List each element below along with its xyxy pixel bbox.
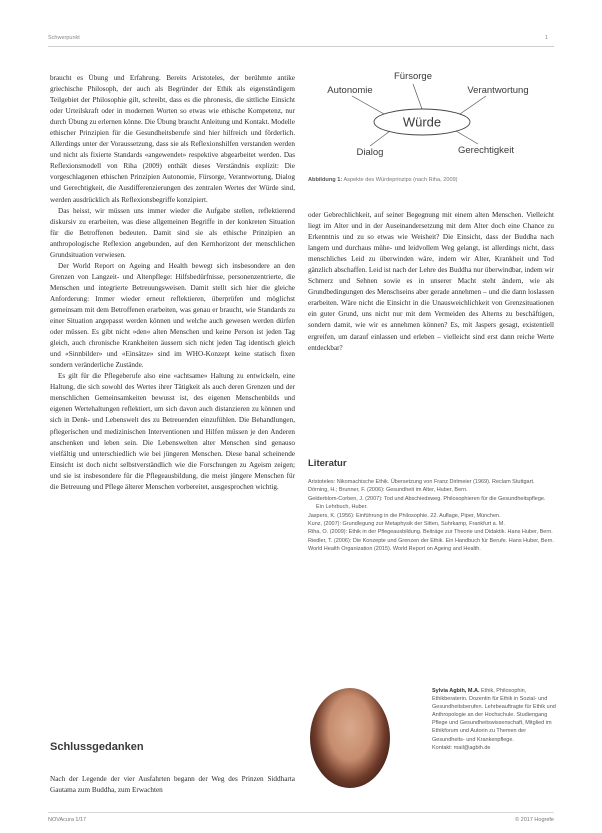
reference-item: Riedler, T. (2006): Die Konzepte und Grenzen der Ethik. Ein Handbuch für Berufe. Hans Huber, Bern. [308, 537, 555, 544]
footer-copyright: © 2017 Hogrefe [515, 817, 554, 823]
author-photo [310, 688, 390, 788]
figure-caption-label: Abbildung 1: [308, 177, 343, 183]
diagram-node: Autonomie [327, 85, 373, 96]
footer-journal: NOVAcura 1/17 [48, 817, 87, 823]
author-name: Sylvia Agbih, M.A. [432, 688, 480, 694]
figure-caption-text: Aspekte des Würdeprinzips (nach Riha, 2009) [343, 177, 458, 183]
reference-list [308, 478, 554, 554]
diagram-node: Fürsorge [393, 71, 433, 82]
article-right-column [308, 210, 554, 354]
diagram-center-label: Würde [402, 114, 442, 130]
reference-item: Riha, O. (2009): Ethik in der Pflegeausbildung. Beiträge zur Theorie und Didaktik. Hans Huber, Bern. [308, 529, 553, 536]
diagram-connector [460, 96, 486, 114]
dignity-diagram [310, 60, 554, 170]
footer-rule [48, 812, 554, 813]
diagram-node: Dialog [356, 147, 384, 158]
paragraph: Es gilt für die Pflegeberufe also eine «achtsame» Haltung zu entwickeln, eine Haltung, die sich sowohl des Wertes ihrer Tätigkeit als auch deren Grenzen und der menschlichen Gemeinsamkeiten bewusst ist, des eigenen Menschenbilds und eigenen Wertehaltungen reflektiert, um sich davon auch distanzieren zu können und sich in Denk- und Lebenswelt des zu Betreuenden einzufühlen. Die Behandlungen, pflegerischen und medizinischen Interventionen und Hilfen müssen je den Anderen anschenken und leben sein. Die Lebenswelten alter Menschen sind genauso vielfältig und unterschiedlich wie bei jüngeren Menschen. Diese banal scheinende Einsicht ist doch nicht selbstverständlich wie die Forschungen zu Ageism zeigen; und sie ist insbesondere für die Pflegeausbildung, die meist jüngere Menschen für die Betreuung und Pflege älterer Menschen vorbereitet, ausgesprochen wichtig. [50, 372, 295, 491]
page-number: 1 [544, 35, 548, 41]
author-bio [432, 687, 556, 752]
running-header [48, 35, 548, 41]
diagram-connector [456, 131, 478, 144]
paragraph: Der World Report on Ageing and Health bewegt sich insbesondere an den Grenzen von Langzeit- und Altenpflege: Hilfsbedürfnisse, personenzentrierte, die Menschen und integrierte Betreuungsweisen. Damit stellt sich hier die gleiche Anforderung: Immer wieder erneut reflektieren, überprüfen und möglichst gemeinsam mit dem Betroffenen erarbeiten, was genau er braucht, wie Standards zu einer Situation angepasst werden können und welche auch gewesen werden dürfen oder müssen. Es gibt nicht »den« alten Menschen und keine Person ist jeden Tag gleich, auch chronische Krankheiten äussern sich nicht jeden Tag identisch gleich und «Sinnbilder» und «Einsätze» sind im WHO-Konzept keine statisch fixen sondern veränderliche Zustände. [50, 261, 295, 370]
reference-item: Dörning, H.; Brunner, F. (2006): Gesundheit im Alter, Huber, Bern. [308, 487, 468, 494]
author-contact: Kontakt: mail@agbih.de [432, 744, 491, 751]
closing-paragraph: Nach der Legende der vier Ausfahrten begann der Weg des Prinzen Siddharta Gautama zum Buddha, zum Erwachten [50, 775, 295, 794]
figure-caption [308, 177, 558, 183]
reference-item: Aristoteles: Nikomachische Ethik. Übersetzung von Franz Dirlmeier (1969). Reclam Stuttgart. [308, 479, 535, 485]
literature-heading: Literatur [308, 458, 347, 469]
header-rule [48, 46, 554, 47]
article-left-column [50, 73, 295, 493]
reference-item: Jaspers, K. (1956): Einführung in die Philosophie. 22. Auflage, Piper, München. [308, 512, 501, 519]
author-bio-text: Ethik, Philosophin, Ethikberaterin. Dozentin für Ethik in Sozial- und Gesundheitsberufen. Lehrbeauftragte für Ethik und Anthropologie an der Hochschule. Studiengang Pflege und Gesundheitswissenschaft, Mitglied im Ethikforum und Autorin zu Themen der Gesundheits- und Krankenpflege. [432, 688, 556, 743]
diagram-connector [413, 84, 422, 109]
diagram-connector [370, 131, 390, 146]
reference-item: Kunz, (2007): Grundlegung zur Metaphysik der Sitten, Suhrkamp, Frankfurt a. M. [308, 521, 505, 528]
running-title: Schwerpunkt [48, 35, 80, 41]
diagram-node: Verantwortung [467, 85, 529, 96]
paragraph: oder Gebrechlichkeit, auf seiner Begegnung mit einem alten Menschen. Vielleicht liegt im Alter und in der Auseinandersetzung mit dem Alter doch eine Chance zu Erkenntnis und zu so etwas wie Weisheit? Die Einsicht, dass der Buddha nach langem und durchaus mühe- und leidvollem Weg gelangt, ist allerdings nicht, dass menschliches Leid zu überwinden wäre, indem wir Alter, Krankheit und Tod gänzlich abschaffen. Leid ist nach der Lehre des Buddha nur überwindbar, indem wir Schmerz und Sehnen sowie es in unserer Macht steht ändern, wie als Grundbedingungen des Menschseins aber gerade annehmen – und die dann loslassen erarbeiten. Wäre nicht die Einsicht in die Unausweichlichkeit von Grenzsituationen ein guter Grund, uns nicht nur mit dem Vermeiden des Alterns zu beschäftigen, sondern damit, wie wir es annehmen können? Es, mit Jaspers gesagt, existentiell ergreifen, um darauf einlassen und erleben – vielleicht sind erst dann reiche Werte entdeckbar? [308, 211, 554, 352]
diagram-connector [352, 96, 384, 114]
reference-item: Gelderblom-Corben, J. (2007): Tod und Abschiedsweg. Philosophieren für die Gesundheitspflege. Ein Lehrbuch, Huber. [308, 495, 546, 511]
paragraph: Das heisst, wir müssen uns immer wieder die Aufgabe stellen, reflektierend diskursiv zu erarbeiten, was diese allgemeinen Begriffe in der konkreten Situation für die Betroffenen bedeuten. Damit sind sie als ethische Prinzipien an anthropologische Reflexion angebunden, auf den Kernhorizont der menschlichen Grundsituation verwiesen. [50, 206, 295, 259]
paragraph: braucht es Übung und Erfahrung. Bereits Aristoteles, der berühmte antike griechische Philosoph, der auch als Begründer der Ethik als eigenständigem Teilgebiet der Philosophie gilt, schreibt, dass es die phronesis, die sittliche Einsicht oder Urteilskraft oder in modernen Worten so etwas wie ethische Kompetenz, nur durch Übung zu erlernen könne. Die Übung braucht Anleitung und Kontakt. Modelle ethischer Prinzipien für die Gesundheitsberufe sind hier hilfreich und förderlich. Allerdings unter der Voraussetzung, dass sie als Reflexionshilfen verstanden werden und nicht als fixierte Standards «angewendet» respektive abgearbeitet werden. Das Reflexionsmodell von Riha (2009) enthält dieses Verständnis explizit: Die vorgeschlagenen ethischen Prinzipien Autonomie, Fürsorge, Verantwortung, Dialog und Gerechtigkeit, die Ausdifferenzierungen des zentralen Wertes der Würde sind, werden ausdrücklich als Reflexionsbegriffe konzipiert. [50, 74, 295, 204]
diagram-node: Gerechtigkeit [458, 145, 514, 156]
section-heading: Schlussgedanken [50, 741, 144, 753]
reference-item: World Health Organization (2015). World Report on Ageing and Health. [308, 546, 481, 553]
